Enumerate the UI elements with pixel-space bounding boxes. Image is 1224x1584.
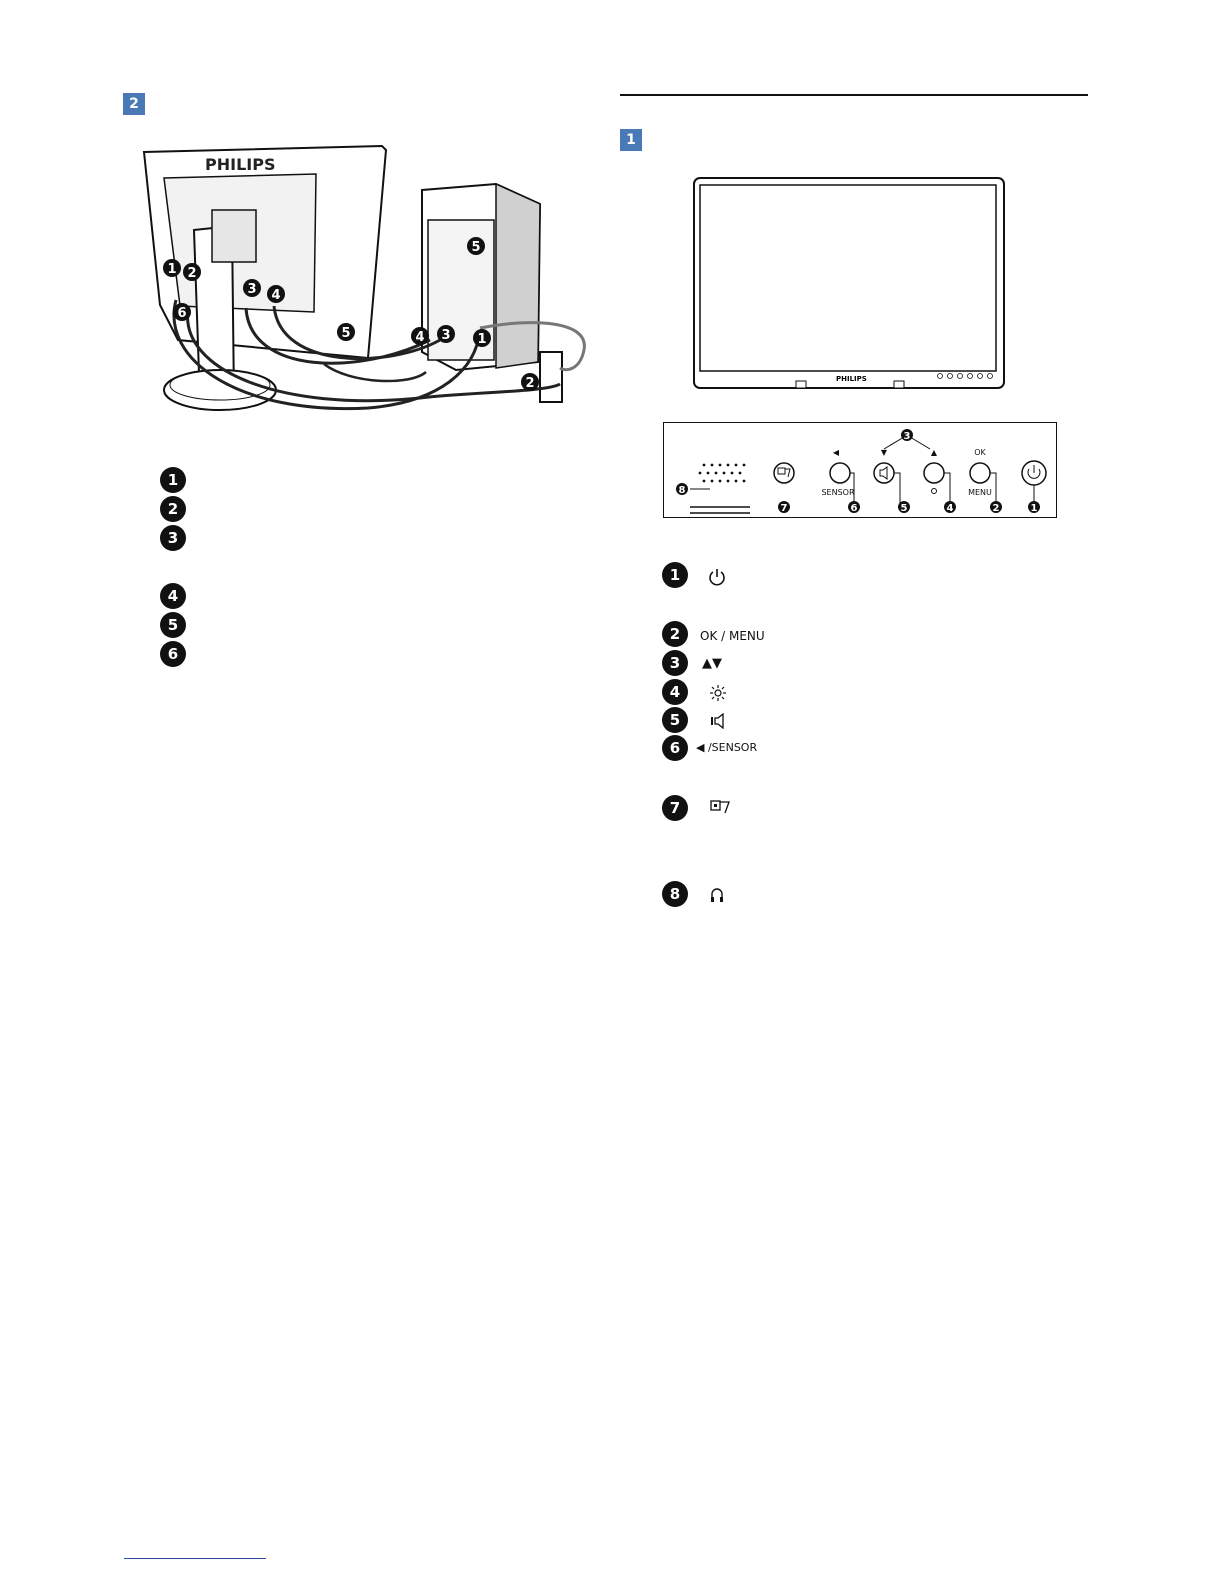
callout-rear-6: 6 [177, 306, 187, 321]
callout-rear-5a: 5 [341, 326, 351, 341]
left-legend-3: 3 [160, 525, 186, 551]
smartimage-icon [710, 800, 732, 816]
callout-rear-4b: 4 [415, 330, 425, 345]
panel-up-arrow-label: ▲ [930, 448, 938, 457]
left-arrow-sensor-label: ◀ /SENSOR [696, 741, 758, 754]
right-legend-3: 3 [662, 650, 688, 676]
right-legend-1: 1 [662, 562, 688, 588]
section-divider [620, 94, 1088, 96]
right-legend-4: 4 [662, 679, 688, 705]
panel-callout-3: 3 [903, 431, 911, 442]
footer-rule [124, 1558, 266, 1559]
left-legend-2: 2 [160, 496, 186, 522]
panel-callout-2: 2 [992, 503, 1000, 514]
callout-rear-4: 4 [271, 288, 281, 303]
speaker-icon [710, 713, 726, 729]
panel-callout-5: 5 [900, 503, 908, 514]
ok-menu-label: OK / MENU [700, 629, 765, 643]
power-icon [708, 568, 726, 586]
callout-rear-1b: 1 [477, 332, 487, 347]
right-legend-5: 5 [662, 707, 688, 733]
panel-callout-8: 8 [678, 485, 686, 496]
step-badge-2: 2 [123, 93, 145, 115]
right-legend-7: 7 [662, 795, 688, 821]
panel-callout-4: 4 [946, 503, 954, 514]
headphone-icon [710, 887, 724, 903]
panel-callout-1: 1 [1030, 503, 1038, 514]
step-badge-1: 1 [620, 129, 642, 151]
panel-callout-6: 6 [850, 503, 858, 514]
left-legend-4: 4 [160, 583, 186, 609]
callout-rear-1: 1 [167, 262, 177, 277]
panel-sensor-label: SENSOR [821, 488, 855, 497]
callout-rear-3b: 3 [441, 328, 451, 343]
callout-rear-5b: 5 [471, 240, 481, 255]
left-legend-6: 6 [160, 641, 186, 667]
left-legend-1: 1 [160, 467, 186, 493]
callout-rear-3: 3 [247, 282, 257, 297]
right-legend-6: 6 [662, 735, 688, 761]
panel-callout-7: 7 [780, 503, 788, 514]
callout-rear-2b: 2 [525, 376, 535, 391]
panel-down-arrow-label: ▼ [880, 448, 888, 457]
callout-rear-2: 2 [187, 266, 197, 281]
panel-left-arrow-label: ◀ [832, 448, 840, 457]
brightness-icon [710, 685, 726, 701]
monitor-front-illustration [690, 176, 1010, 392]
panel-menu-label: MENU [968, 488, 992, 497]
rear-connection-illustration [120, 140, 600, 430]
control-panel-detail [663, 422, 1057, 518]
brand-logo-rear: PHILIPS [205, 155, 276, 174]
right-legend-2: 2 [662, 621, 688, 647]
up-down-arrows-icon: ▲▼ [702, 656, 722, 671]
left-legend-5: 5 [160, 612, 186, 638]
right-legend-8: 8 [662, 881, 688, 907]
panel-ok-label: OK [974, 448, 986, 457]
monitor-front-brand: PHILIPS [836, 375, 867, 383]
